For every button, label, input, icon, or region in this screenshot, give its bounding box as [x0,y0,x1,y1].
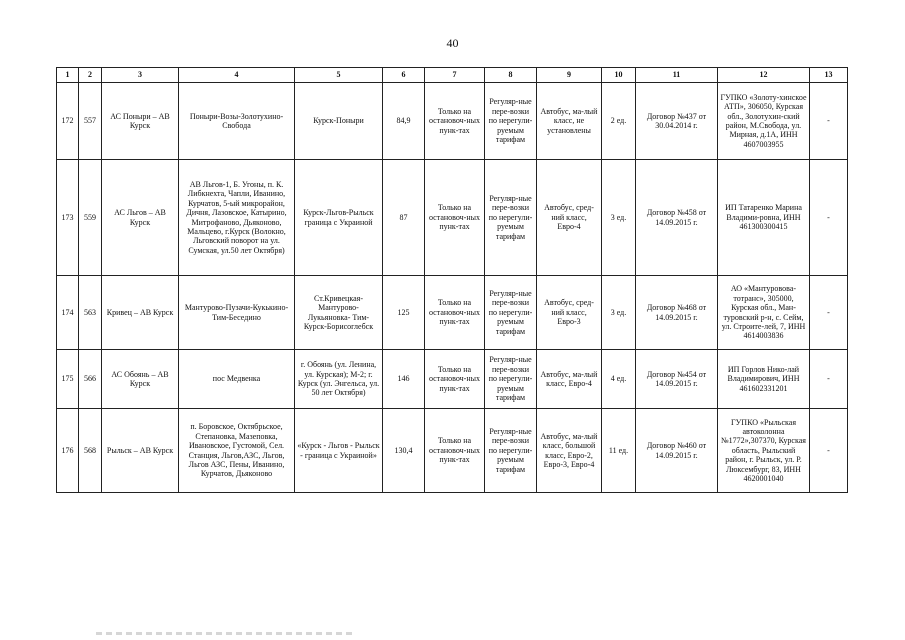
route-number: 568 [79,409,102,493]
note: - [810,276,848,350]
page-number: 40 [446,36,459,50]
boarding-procedure: Только на остановоч-ных пунк-тах [425,350,485,409]
vehicle-count: 4 ед. [602,350,636,409]
note: - [810,350,848,409]
note: - [810,83,848,160]
boarding-procedure: Только на остановоч-ных пунк-тах [425,160,485,276]
column-header: 3 [102,68,179,83]
column-header: 12 [718,68,810,83]
boarding-procedure: Только на остановоч-ных пунк-тах [425,409,485,493]
route-number: 563 [79,276,102,350]
vehicle-count: 11 ед. [602,409,636,493]
note: - [810,409,848,493]
vehicle-count: 3 ед. [602,160,636,276]
row-number: 175 [57,350,79,409]
transport-mode: Регуляр-ные пере-возки по нерегули-руемым тарифам [485,160,537,276]
transport-mode: Регуляр-ные пере-возки по нерегули-руемым тарифам [485,276,537,350]
column-header: 13 [810,68,848,83]
row-number: 176 [57,409,79,493]
route-number: 559 [79,160,102,276]
route-name: АС Обоянь – АВ Курск [102,350,179,409]
column-header: 4 [179,68,295,83]
carrier: ИП Татаренко Марина Владими-ровна, ИНН 461300300415 [718,160,810,276]
route-length: 87 [383,160,425,276]
table-row [57,409,848,493]
vehicle-count: 2 ед. [602,83,636,160]
vehicle-type: Автобус, сред-ний класс, Евро-3 [537,276,602,350]
row-number: 173 [57,160,79,276]
route-name: Рыльск – АВ Курск [102,409,179,493]
route-streets: г. Обоянь (ул. Ленина, ул. Курская); М-2; г. Курск (ул. Энгельса, ул. 50 лет Октября) [295,350,383,409]
header-row [57,68,848,83]
intermediate-stops: п. Боровское, Октябрьское, Степановка, Мазеповка, Ивановское, Густомой, Сел. Станция, Льгов,АЗС, Льгов, Льгов АЗС, Пены, Иванино, Курчатов, Дьяконово [179,409,295,493]
route-length: 130,4 [383,409,425,493]
route-number: 557 [79,83,102,160]
carrier: ГУПКО «Рыльская автоколонна №1772»,307370, Курская область, Рыльский район, г. Рыльск, ул. Р. Люксембург, 83, ИНН 4620001040 [718,409,810,493]
carrier: ИП Горлов Нико-лай Владимирович, ИНН 461602331201 [718,350,810,409]
vehicle-type: Автобус, ма-лый класс, Евро-4 [537,350,602,409]
vehicle-count: 3 ед. [602,276,636,350]
contract: Договор №458 от 14.09.2015 г. [636,160,718,276]
route-name: АС Льгов – АВ Курск [102,160,179,276]
intermediate-stops: пос Медвенка [179,350,295,409]
routes-table [56,67,848,493]
column-header: 7 [425,68,485,83]
route-length: 84,9 [383,83,425,160]
column-header: 8 [485,68,537,83]
transport-mode: Регуляр-ные пере-возки по нерегули-руемым тарифам [485,350,537,409]
column-header: 1 [57,68,79,83]
intermediate-stops: АВ Льгов-1, Б. Угоны, п. К. Либкнехта, Чапли, Иванино, Курчатов, 5-ый микрорайон, Дичня, Лазовское, Катырино, Митрофаново, Дьяконово, Мальцево, г.Курск (Волокно, Льговский поворот на ул. Сумская, ул.50 лет Октября) [179,160,295,276]
route-length: 146 [383,350,425,409]
column-header: 2 [79,68,102,83]
transport-mode: Регуляр-ные пере-возки по нерегули-руемым тарифам [485,409,537,493]
route-streets: Курск-Льгов-Рыльск граница с Украиной [295,160,383,276]
vehicle-type: Автобус, ма-лый класс, большой класс, Евро-2, Евро-3, Евро-4 [537,409,602,493]
route-streets: «Курск - Льгов - Рыльск - граница с Украиной» [295,409,383,493]
column-header: 5 [295,68,383,83]
boarding-procedure: Только на остановоч-ных пунк-тах [425,83,485,160]
carrier: АО «Мантурововa-тотранс», 305000, Курская обл., Ман-туровский р-н, с. Сейм, ул. Строите-лей, 7, ИНН 4614003836 [718,276,810,350]
table-row [57,83,848,160]
row-number: 174 [57,276,79,350]
route-name: АС Поныри – АВ Курск [102,83,179,160]
carrier: ГУПКО «Золоту-хинское АТП», 306050, Курская обл., Золотухин-ский район, М.Свобода, ул. Мирная, д.1А, ИНН 4607003955 [718,83,810,160]
column-header: 10 [602,68,636,83]
scan-artifact [96,632,356,635]
contract: Договор №454 от 14.09.2015 г. [636,350,718,409]
route-number: 566 [79,350,102,409]
route-streets: Курск-Поныри [295,83,383,160]
intermediate-stops: Мантурово-Пузачи-Кукькино-Тим-Беседино [179,276,295,350]
contract: Договор №437 от 30.04.2014 г. [636,83,718,160]
column-header: 11 [636,68,718,83]
table-row [57,160,848,276]
column-header: 6 [383,68,425,83]
route-length: 125 [383,276,425,350]
column-header: 9 [537,68,602,83]
transport-mode: Регуляр-ные пере-возки по нерегули-руемым тарифам [485,83,537,160]
table-row [57,276,848,350]
intermediate-stops: Поныри-Возы-Золотухино-Свобода [179,83,295,160]
note: - [810,160,848,276]
row-number: 172 [57,83,79,160]
boarding-procedure: Только на остановоч-ных пунк-тах [425,276,485,350]
contract: Договор №468 от 14.09.2015 г. [636,276,718,350]
vehicle-type: Автобус, сред-ний класс, Евро-4 [537,160,602,276]
vehicle-type: Автобус, ма-лый класс, не установлены [537,83,602,160]
route-streets: Ст.Кривецкая-Мантурово-Лукьяновка- Тим-Курск-Борисоглебск [295,276,383,350]
table-row [57,350,848,409]
contract: Договор №460 от 14.09.2015 г. [636,409,718,493]
route-name: Кривец – АВ Курск [102,276,179,350]
